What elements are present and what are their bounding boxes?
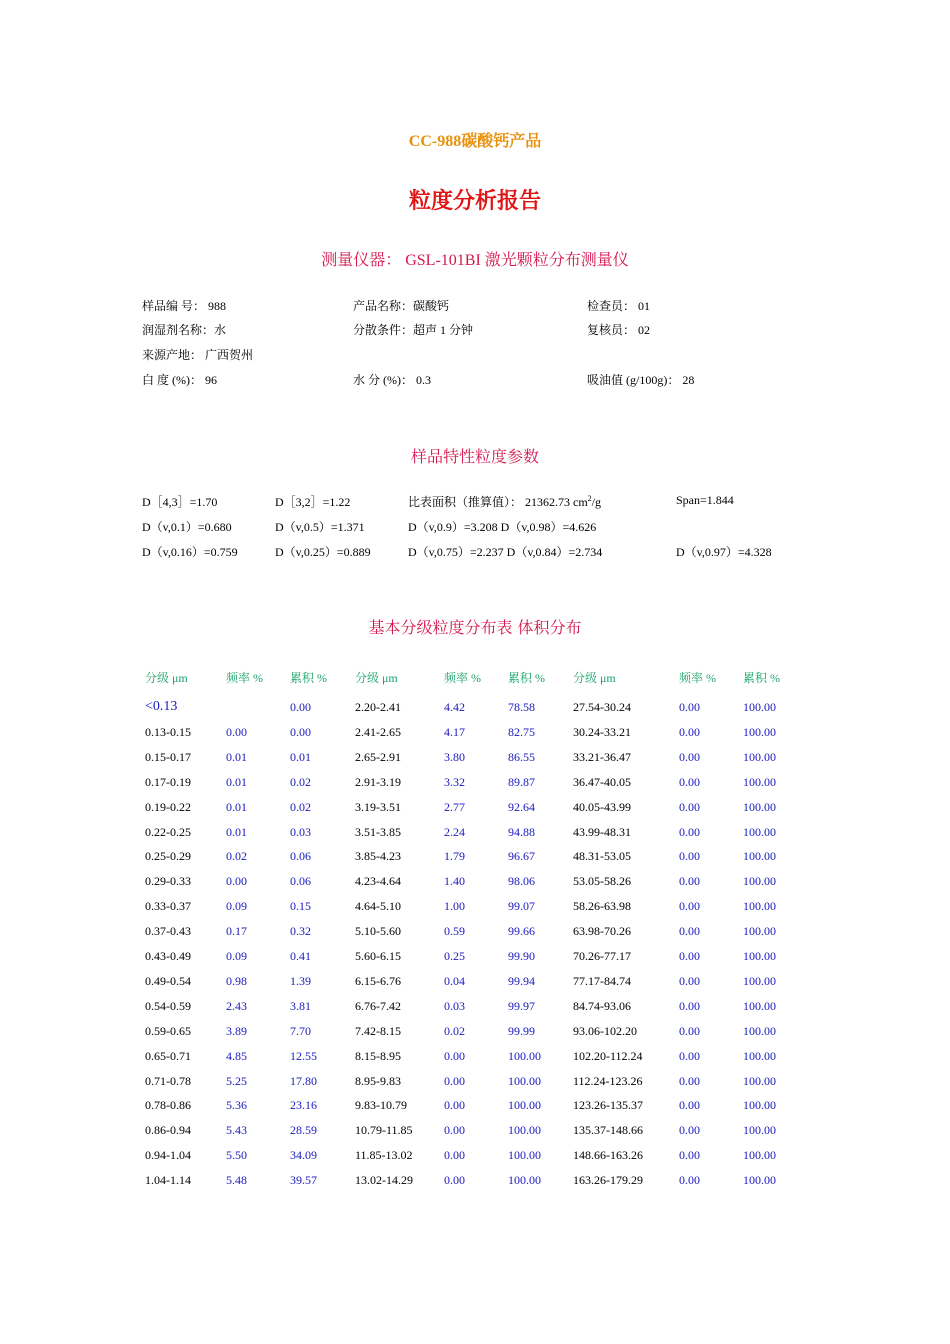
surface-area-unit: /g	[591, 495, 602, 509]
cell-class-1: 0.22-0.25	[145, 824, 191, 839]
cell-freq-1: 0.17	[226, 924, 247, 939]
cell-cum-2: 100.00	[508, 1048, 541, 1063]
cell-freq-1: 5.25	[226, 1073, 247, 1088]
cell-cum-2: 99.90	[508, 949, 535, 963]
cell-cum-2: 99.99	[508, 1023, 535, 1038]
cell-cum-3: 100.00	[743, 998, 776, 1013]
cell-freq-1: 2.43	[226, 998, 247, 1013]
cell-cum-2: 98.06	[508, 874, 535, 889]
cell-class-2: 3.51-3.85	[355, 824, 401, 839]
cell-class-2: 8.95-9.83	[355, 1073, 401, 1088]
cell-cum-1: 0.02	[290, 799, 311, 814]
cell-class-1: 0.37-0.43	[145, 924, 191, 939]
cell-freq-3: 0.00	[679, 700, 700, 714]
cell-freq-2: 0.00	[444, 1048, 465, 1063]
cell-class-1: 0.19-0.22	[145, 799, 191, 814]
cell-freq-3: 0.00	[679, 949, 700, 963]
cell-cum-2: 99.94	[508, 973, 535, 988]
cell-cum-1: 34.09	[290, 1148, 317, 1163]
cell-class-3: 40.05-43.99	[573, 799, 631, 814]
instrument-line	[0, 247, 950, 270]
product-name: 产品名称：碳酸钙	[353, 299, 450, 313]
cell-cum-2: 100.00	[508, 1123, 541, 1138]
cell-class-3: 102.20-112.24	[573, 1048, 643, 1063]
cell-freq-2: 1.40	[444, 874, 465, 889]
product-title: CC-988碳酸钙产品	[408, 133, 542, 150]
cell-freq-2: 0.00	[444, 1098, 465, 1113]
cell-class-3: 93.06-102.20	[573, 1023, 637, 1038]
cell-class-3: 63.98-70.26	[573, 924, 631, 939]
cell-freq-2: 0.59	[444, 924, 465, 939]
cell-freq-2: 0.03	[444, 998, 465, 1013]
cell-cum-3: 100.00	[743, 924, 776, 939]
oil-absorption: 吸油值 (g/100g)： 28	[587, 373, 695, 387]
cell-class-3: 148.66-163.26	[573, 1148, 643, 1163]
cell-freq-2: 2.77	[444, 799, 465, 814]
cell-cum-3: 100.00	[743, 1148, 776, 1163]
cell-cum-2: 100.00	[508, 1148, 541, 1163]
cell-freq-1: 0.01	[226, 824, 247, 839]
cell-freq-3: 0.00	[679, 1123, 700, 1138]
cell-cum-1: 0.06	[290, 849, 311, 864]
header-class-1: 分级 μm	[145, 671, 188, 685]
cell-class-2: 2.20-2.41	[355, 700, 401, 714]
cell-cum-2: 78.58	[508, 700, 535, 714]
param-dv025: D（v,0.25）=0.889	[275, 545, 371, 559]
cell-class-2: 2.65-2.91	[355, 749, 401, 764]
cell-cum-1: 0.15	[290, 899, 311, 914]
cell-freq-3: 0.00	[679, 874, 700, 889]
cell-freq-2: 1.00	[444, 899, 465, 914]
cell-class-2: 2.91-3.19	[355, 774, 401, 789]
cell-cum-2: 96.67	[508, 849, 535, 864]
cell-freq-3: 0.00	[679, 924, 700, 939]
cell-cum-2: 99.97	[508, 998, 535, 1013]
cell-cum-1: 17.80	[290, 1073, 317, 1088]
cell-cum-1: 0.02	[290, 774, 311, 789]
cell-class-2: 9.83-10.79	[355, 1098, 407, 1113]
cell-freq-3: 0.00	[679, 899, 700, 914]
wetting-agent: 润湿剂名称：水	[142, 323, 227, 337]
cell-class-2: 4.64-5.10	[355, 899, 401, 914]
cell-freq-3: 0.00	[679, 1023, 700, 1038]
surface-area-sup: 2	[587, 494, 592, 503]
header-cum-1: 累积 %	[290, 671, 327, 685]
cell-class-3: 112.24-123.26	[573, 1073, 643, 1088]
cell-freq-3: 0.00	[679, 973, 700, 988]
cell-class-1: <0.13	[145, 699, 178, 714]
cell-class-1: 0.29-0.33	[145, 874, 191, 889]
cell-class-3: 27.54-30.24	[573, 700, 631, 714]
cell-freq-2: 0.00	[444, 1173, 465, 1188]
cell-cum-1: 0.00	[290, 700, 311, 714]
cell-cum-2: 89.87	[508, 774, 535, 789]
cell-freq-3: 0.00	[679, 1098, 700, 1113]
cell-class-3: 36.47-40.05	[573, 774, 631, 789]
cell-freq-1: 0.98	[226, 973, 247, 988]
cell-freq-2: 2.24	[444, 824, 465, 839]
cell-class-3: 135.37-148.66	[573, 1123, 643, 1138]
instrument-value: GSL-101BI 激光颗粒分布测量仪	[405, 252, 629, 269]
cell-class-1: 0.65-0.71	[145, 1048, 191, 1063]
cell-class-2: 10.79-11.85	[355, 1123, 413, 1138]
cell-class-3: 53.05-58.26	[573, 874, 631, 889]
cell-freq-3: 0.00	[679, 849, 700, 864]
cell-cum-2: 100.00	[508, 1073, 541, 1088]
cell-freq-2: 0.00	[444, 1073, 465, 1088]
cell-class-1: 0.59-0.65	[145, 1023, 191, 1038]
cell-class-2: 6.76-7.42	[355, 998, 401, 1013]
cell-freq-3: 0.00	[679, 1173, 700, 1188]
cell-cum-1: 7.70	[290, 1023, 311, 1038]
param-span: Span=1.844	[676, 493, 734, 507]
param-dv075-dv084: D（v,0.75）=2.237 D（v,0.84）=2.734	[408, 545, 603, 559]
header-class-2: 分级 μm	[355, 671, 398, 685]
cell-freq-2: 0.00	[444, 1123, 465, 1138]
cell-cum-3: 100.00	[743, 949, 776, 963]
cell-freq-3: 0.00	[679, 824, 700, 839]
cell-class-1: 0.43-0.49	[145, 949, 191, 963]
header-freq-3: 频率 %	[679, 671, 716, 685]
cell-freq-3: 0.00	[679, 749, 700, 764]
cell-cum-1: 0.01	[290, 749, 311, 764]
header-cum-2: 累积 %	[508, 671, 545, 685]
cell-freq-3: 0.00	[679, 774, 700, 789]
cell-cum-1: 23.16	[290, 1098, 317, 1113]
cell-class-2: 2.41-2.65	[355, 724, 401, 739]
cell-class-3: 70.26-77.17	[573, 949, 631, 963]
param-d43: D［4,3］=1.70	[142, 495, 218, 509]
cell-class-1: 0.86-0.94	[145, 1123, 191, 1138]
cell-freq-3: 0.00	[679, 1148, 700, 1163]
cell-cum-3: 100.00	[743, 899, 776, 914]
moisture: 水 分 (%)： 0.3	[353, 373, 431, 387]
cell-freq-2: 0.02	[444, 1023, 465, 1038]
cell-cum-3: 100.00	[743, 973, 776, 988]
cell-freq-1: 0.00	[226, 874, 247, 889]
cell-cum-2: 99.07	[508, 899, 535, 914]
cell-class-1: 0.78-0.86	[145, 1098, 191, 1113]
param-dv016: D（v,0.16）=0.759	[142, 545, 238, 559]
cell-freq-1: 4.85	[226, 1048, 247, 1063]
cell-cum-3: 100.00	[743, 1023, 776, 1038]
sample-no: 样品编 号： 988	[142, 299, 227, 313]
cell-cum-3: 100.00	[743, 799, 776, 814]
header-freq-2: 频率 %	[444, 671, 481, 685]
cell-freq-2: 0.00	[444, 1148, 465, 1163]
cell-freq-1: 5.50	[226, 1148, 247, 1163]
cell-freq-1: 5.48	[226, 1173, 247, 1188]
param-d32: D［3,2］=1.22	[275, 495, 351, 509]
cell-cum-3: 100.00	[743, 1098, 776, 1113]
cell-class-2: 13.02-14.29	[355, 1173, 413, 1188]
param-dv09-dv098: D（v,0.9）=3.208 D（v,0.98）=4.626	[408, 520, 597, 534]
cell-cum-3: 100.00	[743, 849, 776, 864]
cell-class-1: 0.71-0.78	[145, 1073, 191, 1088]
param-surface-area	[408, 493, 601, 510]
cell-cum-3: 100.00	[743, 1073, 776, 1088]
cell-class-2: 8.15-8.95	[355, 1048, 401, 1063]
cell-freq-1: 5.36	[226, 1098, 247, 1113]
cell-class-2: 6.15-6.76	[355, 973, 401, 988]
cell-cum-1: 0.32	[290, 924, 311, 939]
cell-freq-2: 3.32	[444, 774, 465, 789]
cell-freq-2: 4.17	[444, 724, 465, 739]
cell-freq-1: 0.01	[226, 749, 247, 764]
cell-class-2: 7.42-8.15	[355, 1023, 401, 1038]
cell-freq-1: 0.02	[226, 849, 247, 864]
cell-freq-1: 3.89	[226, 1023, 247, 1038]
cell-class-3: 33.21-36.47	[573, 749, 631, 764]
cell-class-3: 43.99-48.31	[573, 824, 631, 839]
cell-class-1: 0.94-1.04	[145, 1148, 191, 1163]
cell-cum-3: 100.00	[743, 774, 776, 789]
cell-class-1: 0.49-0.54	[145, 973, 191, 988]
param-dv05: D（v,0.5）=1.371	[275, 520, 365, 534]
cell-freq-1: 0.09	[226, 949, 247, 963]
table-title: 基本分级粒度分布表 体积分布	[368, 618, 582, 637]
cell-freq-1: 0.01	[226, 774, 247, 789]
cell-cum-2: 100.00	[508, 1098, 541, 1113]
cell-cum-1: 0.00	[290, 724, 311, 739]
whiteness: 白 度 (%)： 96	[142, 373, 217, 387]
cell-freq-3: 0.00	[679, 1048, 700, 1063]
cell-class-2: 5.60-6.15	[355, 949, 401, 963]
cell-class-3: 77.17-84.74	[573, 973, 631, 988]
cell-freq-1: 0.00	[226, 724, 247, 739]
cell-class-2: 5.10-5.60	[355, 924, 401, 939]
cell-class-3: 58.26-63.98	[573, 899, 631, 914]
cell-class-3: 48.31-53.05	[573, 849, 631, 864]
cell-class-1: 0.13-0.15	[145, 724, 191, 739]
cell-cum-1: 0.41	[290, 949, 311, 963]
inspector: 检查员： 01	[587, 299, 651, 313]
cell-cum-2: 94.88	[508, 824, 535, 839]
cell-cum-1: 1.39	[290, 973, 311, 988]
cell-cum-1: 28.59	[290, 1123, 317, 1138]
cell-cum-2: 82.75	[508, 724, 535, 739]
cell-cum-2: 99.66	[508, 924, 535, 939]
cell-freq-3: 0.00	[679, 998, 700, 1013]
cell-class-2: 3.19-3.51	[355, 799, 401, 814]
cell-class-1: 0.54-0.59	[145, 998, 191, 1013]
cell-freq-2: 0.25	[444, 949, 465, 963]
cell-cum-3: 100.00	[743, 700, 776, 714]
cell-cum-3: 100.00	[743, 724, 776, 739]
cell-class-2: 3.85-4.23	[355, 849, 401, 864]
cell-cum-1: 12.55	[290, 1048, 317, 1063]
cell-cum-1: 3.81	[290, 998, 311, 1013]
surface-area-value: 比表面积（推算值）： 21362.73 cm	[408, 495, 588, 509]
reviewer: 复核员： 02	[587, 323, 651, 337]
cell-freq-2: 3.80	[444, 749, 465, 764]
cell-cum-2: 92.64	[508, 799, 535, 814]
cell-freq-3: 0.00	[679, 724, 700, 739]
header-freq-1: 频率 %	[226, 671, 263, 685]
cell-class-3: 84.74-93.06	[573, 998, 631, 1013]
cell-cum-3: 100.00	[743, 1048, 776, 1063]
cell-class-1: 0.15-0.17	[145, 749, 191, 764]
cell-cum-3: 100.00	[743, 1173, 776, 1188]
cell-freq-2: 0.04	[444, 973, 465, 988]
cell-class-1: 0.33-0.37	[145, 899, 191, 914]
report-title: 粒度分析报告	[408, 189, 541, 214]
cell-cum-1: 39.57	[290, 1173, 317, 1188]
param-dv01: D（v,0.1）=0.680	[142, 520, 232, 534]
cell-cum-3: 100.00	[743, 749, 776, 764]
cell-freq-3: 0.00	[679, 1073, 700, 1088]
cell-class-1: 0.17-0.19	[145, 774, 191, 789]
cell-class-3: 123.26-135.37	[573, 1098, 643, 1113]
cell-class-3: 30.24-33.21	[573, 724, 631, 739]
header-cum-3: 累积 %	[743, 671, 780, 685]
cell-freq-2: 1.79	[444, 849, 465, 864]
origin: 来源产地： 广西贺州	[142, 348, 254, 362]
cell-freq-3: 0.00	[679, 799, 700, 814]
cell-cum-2: 100.00	[508, 1173, 541, 1188]
cell-class-1: 0.25-0.29	[145, 849, 191, 864]
cell-cum-3: 100.00	[743, 874, 776, 889]
param-dv097: D（v,0.97）=4.328	[676, 545, 772, 559]
instrument-label: 测量仪器：	[321, 250, 402, 269]
cell-cum-3: 100.00	[743, 1123, 776, 1138]
cell-cum-1: 0.03	[290, 824, 311, 839]
header-class-3: 分级 μm	[573, 671, 616, 685]
cell-freq-1: 5.43	[226, 1123, 247, 1138]
cell-freq-1: 0.09	[226, 899, 247, 914]
cell-cum-3: 100.00	[743, 824, 776, 839]
cell-class-3: 163.26-179.29	[573, 1173, 643, 1188]
dispersion-condition: 分散条件：超声 1 分钟	[353, 323, 474, 337]
cell-class-1: 1.04-1.14	[145, 1173, 191, 1188]
cell-class-2: 4.23-4.64	[355, 874, 401, 889]
cell-cum-2: 86.55	[508, 749, 535, 764]
cell-freq-1: 0.01	[226, 799, 247, 814]
cell-cum-1: 0.06	[290, 874, 311, 889]
cell-class-2: 11.85-13.02	[355, 1148, 413, 1163]
params-title: 样品特性粒度参数	[410, 447, 539, 466]
cell-freq-2: 4.42	[444, 700, 465, 714]
